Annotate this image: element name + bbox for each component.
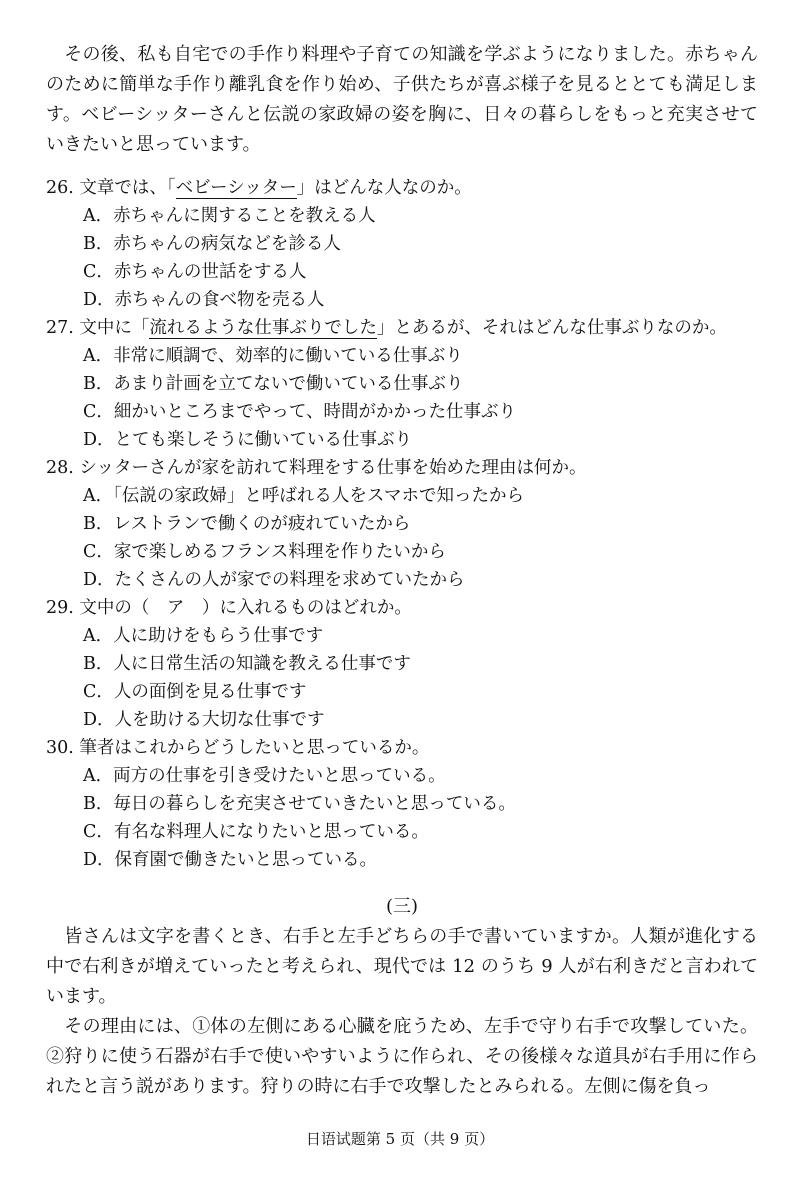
option-28-d: D．たくさんの人が家での料理を求めていたから xyxy=(83,570,465,590)
question-29: 29. 文中の（ ア ）に入れるものはどれか。 xyxy=(46,598,412,618)
option-27-a: A．非常に順調で、効率的に働いている仕事ぶり xyxy=(83,346,463,366)
passage-text: その後、私も自宅での手作り料理や子育ての知識を学ぶようになりました。赤ちゃんのために簡単な手作り離乳食を作り始め、子供たちが喜ぶ様子を見るととても満足します。ベビーシッターさんと伝説の家政婦の姿を胸に、日々の暮らしをもっと充実させていきたいと思っています。 xyxy=(46,44,758,155)
section-title: (三) xyxy=(385,896,419,917)
question-30: 30. 筆者はこれからどうしたいと思っているか。 xyxy=(46,738,430,758)
underlined-phrase: 流れるような仕事ぶりでした xyxy=(149,318,377,338)
option-30-a: A．両方の仕事を引き受けたいと思っている。 xyxy=(83,766,446,786)
option-30-c: C．有名な料理人になりたいと思っている。 xyxy=(83,822,429,842)
question-26: 26. 文章では、「ベビーシッター」はどんな人なのか。 xyxy=(46,178,472,198)
option-29-c: C．人の面倒を見る仕事です xyxy=(83,682,307,702)
option-28-a: A．「伝説の家政婦」と呼ばれる人をスマホで知ったから xyxy=(83,486,525,506)
option-28-b: B．レストランで働くのが疲れていたから xyxy=(83,514,411,534)
option-29-b: B．人に日常生活の知識を教える仕事です xyxy=(83,654,411,674)
option-26-d: D．赤ちゃんの食べ物を売る人 xyxy=(83,290,325,310)
question-28: 28. シッターさんが家を訪れて料理をする仕事を始めた理由は何か。 xyxy=(46,458,587,478)
option-26-a: A．赤ちゃんに関することを教える人 xyxy=(83,206,376,226)
option-29-d: D．人を助ける大切な仕事です xyxy=(83,710,325,730)
passage-paragraph xyxy=(46,40,758,160)
option-27-c: C．細かいところまでやって、時間がかかった仕事ぶり xyxy=(83,402,517,422)
section3-paragraph-1: 皆さんは文字を書くとき、右手と左手どちらの手で書いていますか。人類が進化する中で右利きが増えていったと考えられ、現代では 12 のうち 9 人が右利きだと言われています。 xyxy=(46,926,758,1007)
option-26-c: C．赤ちゃんの世話をする人 xyxy=(83,262,307,282)
question-list xyxy=(46,174,758,874)
option-27-d: D．とても楽しそうに働いている仕事ぶり xyxy=(83,430,413,450)
question-27: 27. 文中に「流れるような仕事ぶりでした」とあるが、それはどんな仕事ぶりなのか。 xyxy=(46,318,727,338)
section3-paragraph-2: その理由には、①体の左側にある心臓を庇うため、左手で守り右手で攻撃していた。②狩りに使う石器が右手で使いやすいように作られ、その後様々な道具が右手用に作られたと言う説があります。狩りの時に右手で攻撃したとみられる。左側に傷を負っ xyxy=(46,1016,758,1097)
option-29-a: A．人に助けをもらう仕事です xyxy=(83,626,324,646)
option-26-b: B．赤ちゃんの病気などを診る人 xyxy=(83,234,341,254)
option-28-c: C．家で楽しめるフランス料理を作りたいから xyxy=(83,542,446,562)
option-30-d: D．保育園で働きたいと思っている。 xyxy=(83,850,378,870)
option-27-b: B．あまり計画を立てないで働いている仕事ぶり xyxy=(83,374,464,394)
page-footer: 日语试题第 5 页（共 9 页） xyxy=(305,1130,495,1148)
underlined-phrase: ベビーシッター xyxy=(175,178,297,198)
option-30-b: B．毎日の暮らしを充実させていきたいと思っている。 xyxy=(83,794,516,814)
exam-page xyxy=(46,40,758,1102)
